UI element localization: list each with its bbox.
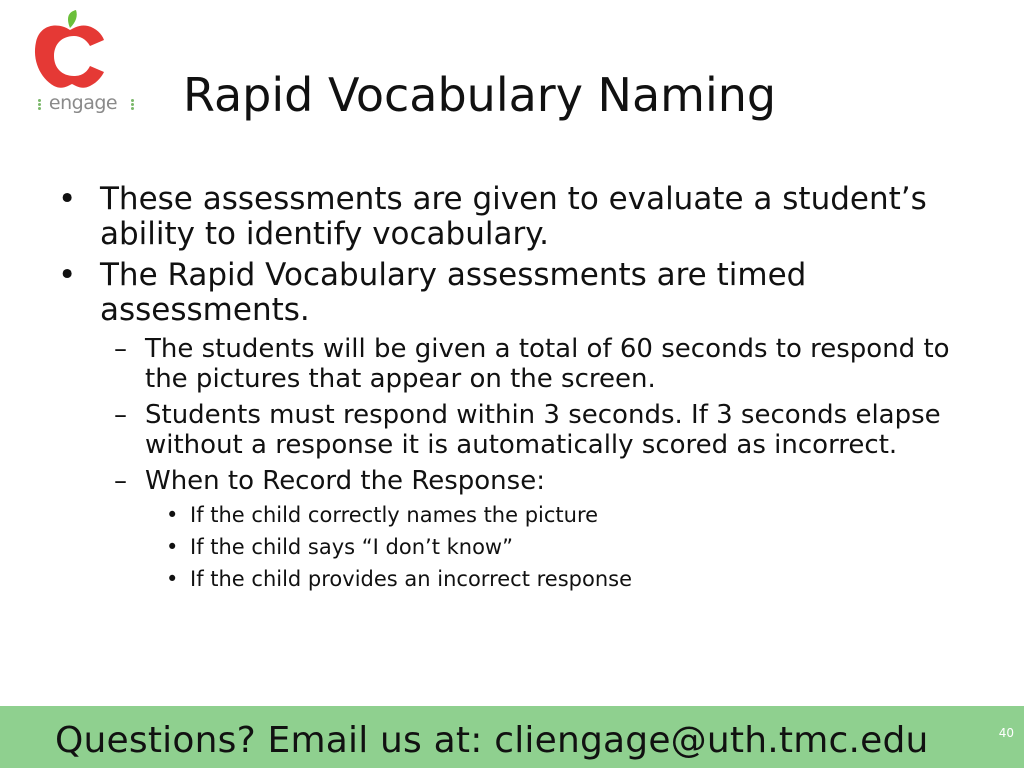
sub-bullet-item: [58, 466, 958, 496]
bullet-marker: •: [58, 257, 77, 293]
logo-wordmark: engage: [48, 92, 118, 114]
page-number: 40: [998, 726, 1014, 740]
dash-marker: –: [114, 466, 127, 496]
dash-marker: –: [114, 400, 127, 430]
footer-contact-text: Questions? Email us at: cliengage@uth.tmc.edu: [55, 720, 929, 761]
bullet-item: [58, 182, 958, 252]
bullet-marker: •: [166, 567, 179, 591]
bullet-marker: •: [166, 503, 179, 527]
bullet-list: [58, 182, 958, 598]
sub-sub-bullet-text: If the child correctly names the picture: [190, 503, 599, 527]
dash-marker: –: [114, 334, 127, 364]
sub-bullet-item: [58, 334, 958, 394]
sub-bullet-item: [58, 400, 958, 460]
bullet-text: These assessments are given to evaluate a student’s ability to identify vocabulary.: [100, 181, 927, 252]
sub-bullet-text: The students will be given a total of 60 seconds to respond to the pictures that appear on the screen.: [145, 334, 950, 394]
sub-sub-bullet-item: [58, 534, 958, 560]
bullet-marker: •: [166, 535, 179, 559]
sub-bullet-text: When to Record the Response:: [145, 466, 545, 496]
sub-sub-bullet-text: If the child provides an incorrect response: [190, 567, 632, 591]
sub-sub-bullet-text: If the child says “I don’t know”: [190, 535, 513, 559]
sub-sub-bullet-item: [58, 566, 958, 592]
logo: [18, 8, 124, 120]
logo-dots-right: [131, 98, 137, 112]
apple-logo-icon: [18, 8, 124, 92]
footer-bar: [0, 706, 1024, 768]
slide-title: Rapid Vocabulary Naming: [183, 68, 777, 122]
bullet-text: The Rapid Vocabulary assessments are timed assessments.: [100, 257, 807, 328]
bullet-item: [58, 258, 958, 328]
bullet-marker: •: [58, 181, 77, 217]
sub-sub-bullet-item: [58, 502, 958, 528]
sub-bullet-text: Students must respond within 3 seconds. If 3 seconds elapse without a response it is automatically scored as incorrect.: [145, 400, 941, 460]
